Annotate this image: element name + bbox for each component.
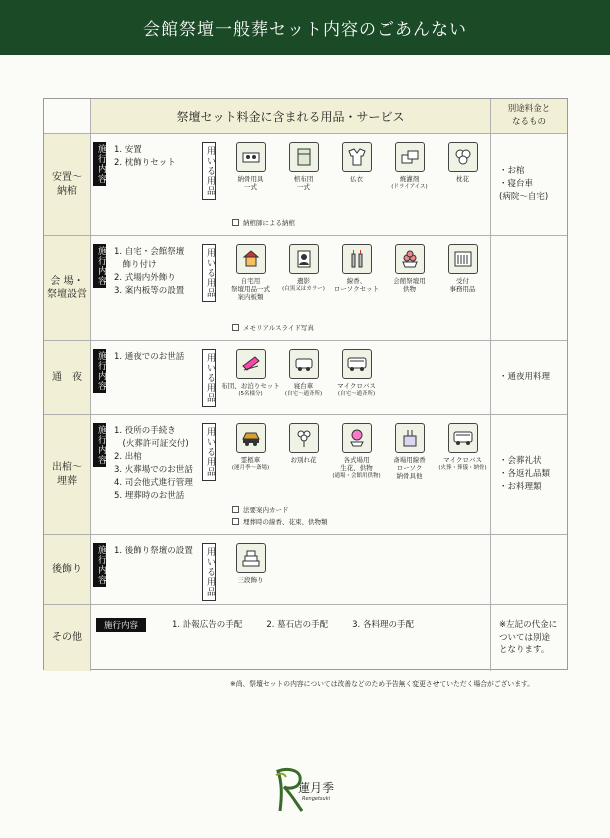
yohin-label: 用いる用品 [202,244,216,302]
service-step: 1. 通夜でのお世話 [114,352,185,362]
microbus-icon [448,423,478,453]
service-step: 1. 後飾り祭壇の設置 [114,546,193,556]
title-banner [0,0,610,55]
item [224,543,277,584]
extra-cost-item: ・寝台車 [499,179,534,190]
item-label-line: (通場・会館用供物) [332,473,381,479]
service-step: 1. 訃報広告の手配 [172,620,243,630]
service-step: 2. 墓石店の手配 [266,620,329,630]
item-label-line: マイクロバス [337,382,376,390]
item-label-line: 三段飾り [237,576,264,584]
service-step: (火葬許可証交付) [114,439,189,449]
header-main-label: 祭壇セット料金に含まれる用品・サービス [176,109,405,124]
extra-cost-note: ※左記の代金に [499,619,558,630]
item [436,142,489,191]
item-label-line: マイクロバス [443,456,482,464]
item-label-line: 一式 [297,183,310,191]
category-label [52,461,82,488]
service-step: 5. 埋葬時のお世話 [114,491,185,501]
item-label [221,382,280,398]
item-label-line: 一式 [244,183,257,191]
service-step: 4. 司会他式進行管理 [114,478,193,488]
header-side-line: なるもの [511,117,546,127]
category-label [52,171,82,198]
item-label-line: (5名様分) [238,391,263,397]
three-tier-altar-icon [236,543,266,573]
sekou-label: 施行内容 [93,244,106,288]
dry-ice-icon [395,142,425,172]
item-label-line: 霊柩車 [240,456,261,464]
item-label [450,277,476,293]
item-label-line: 遺影 [296,277,310,285]
service-steps [114,545,193,558]
item-label-line: 受付 [456,277,469,285]
row-extra-cost [491,605,567,671]
logo-text: 蓮月季 [298,781,335,795]
item-label-line: 供物 [403,285,416,293]
item [330,423,383,480]
item [436,423,489,480]
checkbox-note-text: 法要案内カード [243,506,289,514]
content-table [43,98,568,670]
checkbox-note [232,517,328,526]
checkbox-note-text: 納棺師による納棺 [243,219,295,227]
item-label-line: ローソクセット [333,285,380,293]
item-label-line: 会館祭壇用 [393,277,426,285]
row-category [44,134,91,235]
checkbox-note-text: 埋葬時の線香、花束、供物類 [243,518,328,526]
item [330,244,383,301]
candle-set-icon [342,244,372,274]
service-steps [114,246,184,298]
service-steps [114,144,176,170]
checkbox-icon [232,324,239,331]
yohin-label: 用いる用品 [202,142,216,200]
row-category [44,605,91,671]
category-line: 出棺～ [52,462,82,473]
item-list [221,349,383,398]
category-line: 祭壇設営 [47,289,87,300]
item-label [438,456,486,472]
item-label [285,382,322,398]
item [277,142,330,191]
offering-icon [395,244,425,274]
item-label-line: (ドライアイス) [391,184,428,190]
table-row [44,340,567,414]
item-label-line: (火葬・葬儀・納骨) [438,465,487,471]
item [221,349,280,398]
row-category [44,415,91,534]
item-label-line: 仏衣 [350,175,363,183]
checkbox-icon [232,506,239,513]
table-row [44,235,567,340]
table-header-row [44,99,567,133]
service-step: 3. 各料理の手配 [352,620,414,630]
portrait-icon [289,244,319,274]
sekou-label: 施行内容 [93,349,106,393]
service-step: 3. 案内板等の設置 [114,286,185,296]
row-category [44,341,91,414]
service-step: 2. 式場内外飾り [114,273,176,283]
item-label [291,456,317,464]
item-list [224,543,277,584]
sekou-label: 施行内容 [93,543,106,587]
extra-cost-item: (病院～自宅) [499,191,549,202]
header-corner [44,99,91,133]
item-label-line: 枕花 [456,175,469,183]
altar-icon [236,244,266,274]
item-label [294,175,314,191]
flower-bouquet-icon [289,423,319,453]
reception-icon [448,244,478,274]
checkbox-note [232,218,295,227]
item [383,244,436,301]
item-label-line: (自宅～通斉所) [337,391,376,397]
row-extra-cost [491,535,567,604]
item-label-line: 斎場用線香 [393,456,426,464]
item-label-line: (自宅～通斉所) [284,391,323,397]
item-label [238,576,264,584]
extra-cost-item: ・お棺 [499,166,525,177]
item-label [334,277,379,293]
item-label-line: 生花、供物 [340,464,373,472]
item-label [350,175,363,183]
category-line: 埋葬 [57,475,77,487]
item-label [393,456,426,480]
item-label [332,456,380,480]
category-label [47,275,87,302]
checkbox-icon [232,518,239,525]
row-category [44,535,91,604]
service-steps [172,618,414,630]
category-label [52,371,82,385]
header-main [91,99,491,133]
service-step: 2. 出棺 [114,452,142,462]
footnote: ※尚、祭壇セットの内容については改善などのため予告無く変更させていただく場合がございます。 [230,680,535,688]
item-label-line: 納骨用具 [237,175,264,183]
item-label [456,175,469,183]
table-row-other [44,604,567,671]
item-list [224,142,489,191]
item [330,349,383,398]
checkbox-note-text: メモリアルスライド写真 [243,324,314,332]
category-label: その他 [52,632,82,644]
item-label-line: 納骨具他 [396,472,423,480]
service-step: 1. 自宅・会館祭壇 [114,247,185,257]
sekou-label: 施行内容 [96,618,146,632]
page-title: 会館祭壇一般葬セット内容のごあんない [143,20,467,40]
yohin-label: 用いる用品 [202,543,216,601]
item-label [232,456,269,472]
item [277,349,330,398]
service-steps [114,425,193,503]
service-step: 2. 枕飾りセット [114,158,176,168]
item [383,423,436,480]
extra-cost-note: ついては別途 [499,632,551,643]
service-step: 飾り付け [114,260,157,270]
hearse-van-icon [289,349,319,379]
flower-offering-icon [342,423,372,453]
futon-icon [289,142,319,172]
item-label-line: 事務用品 [449,285,476,293]
item-label-line: ローソク [396,464,423,472]
sekou-label: 施行内容 [93,142,106,186]
pillow-flower-icon [448,142,478,172]
logo-subtext: Rengetsuki [302,796,330,802]
brand-logo [272,765,372,815]
item [436,244,489,301]
category-label [52,563,82,577]
checkbox-note [232,323,314,332]
item [224,423,277,480]
item-label-line: 布団、お泊りセット [221,382,280,390]
category-line: 会 場・ [50,275,84,287]
futon-set-icon [236,349,266,379]
coffin-set-icon [236,142,266,172]
service-steps [114,351,184,364]
kimono-icon [342,142,372,172]
row-main [91,605,491,671]
item-label [337,382,376,398]
item [224,244,277,301]
item-label-line: (白黒又はカラー) [282,286,325,292]
category-line: 後飾り [52,563,82,575]
checkbox-icon [232,219,239,226]
item-label-line: 線香、 [346,277,367,285]
item [277,244,330,301]
item-label-line: 寝台車 [293,382,314,390]
item-label [282,277,325,293]
table-row [44,534,567,604]
item-label [393,277,426,293]
item [224,142,277,191]
row-extra-cost [491,341,567,414]
item-label-line: 焼灌剤 [399,175,420,183]
category-line: 通 夜 [52,371,82,383]
service-step: 1. 安置 [114,145,142,155]
row-extra-cost [491,236,567,340]
sekou-label: 施行内容 [93,423,106,467]
header-side [491,99,567,133]
item-label-line: 祭壇用品一式 [231,285,270,293]
category-line: 納棺 [57,185,77,197]
incense-icon [395,423,425,453]
item [277,423,330,480]
extra-cost-item: ・通夜用料理 [499,372,551,383]
microbus-icon [342,349,372,379]
item-label-line: (運月季～斎場) [231,465,270,471]
category-line: 安置～ [52,172,82,183]
checkbox-note [232,505,289,514]
extra-cost-item: ・会葬礼状 [499,456,542,467]
extra-cost-item: ・お料理類 [499,481,542,492]
service-step: 3. 火葬場でのお世話 [114,465,193,475]
item-label-line: 各式場用 [343,456,370,464]
item-label [391,175,427,191]
yohin-label: 用いる用品 [202,349,216,407]
row-extra-cost [491,415,567,534]
hearse-icon [236,423,266,453]
item-list [224,423,489,480]
extra-cost-item: ・各返礼品類 [499,469,551,480]
table-row [44,414,567,534]
item-label-line: 案内板類 [237,293,264,301]
item-label-line: 棺布団 [293,175,314,183]
item-label-line: お別れ花 [290,456,317,464]
row-extra-cost [491,134,567,235]
item-label-line: 自宅用 [240,277,261,285]
service-step: 1. 役所の手続き [114,426,176,436]
extra-cost-note: となります。 [499,645,550,656]
row-category [44,236,91,340]
yohin-label: 用いる用品 [202,423,216,481]
item-list [224,244,489,301]
header-side-line: 別途料金と [507,104,551,115]
item [330,142,383,191]
item [383,142,436,191]
table-row [44,133,567,235]
item-label [231,277,270,301]
item-label [238,175,264,191]
